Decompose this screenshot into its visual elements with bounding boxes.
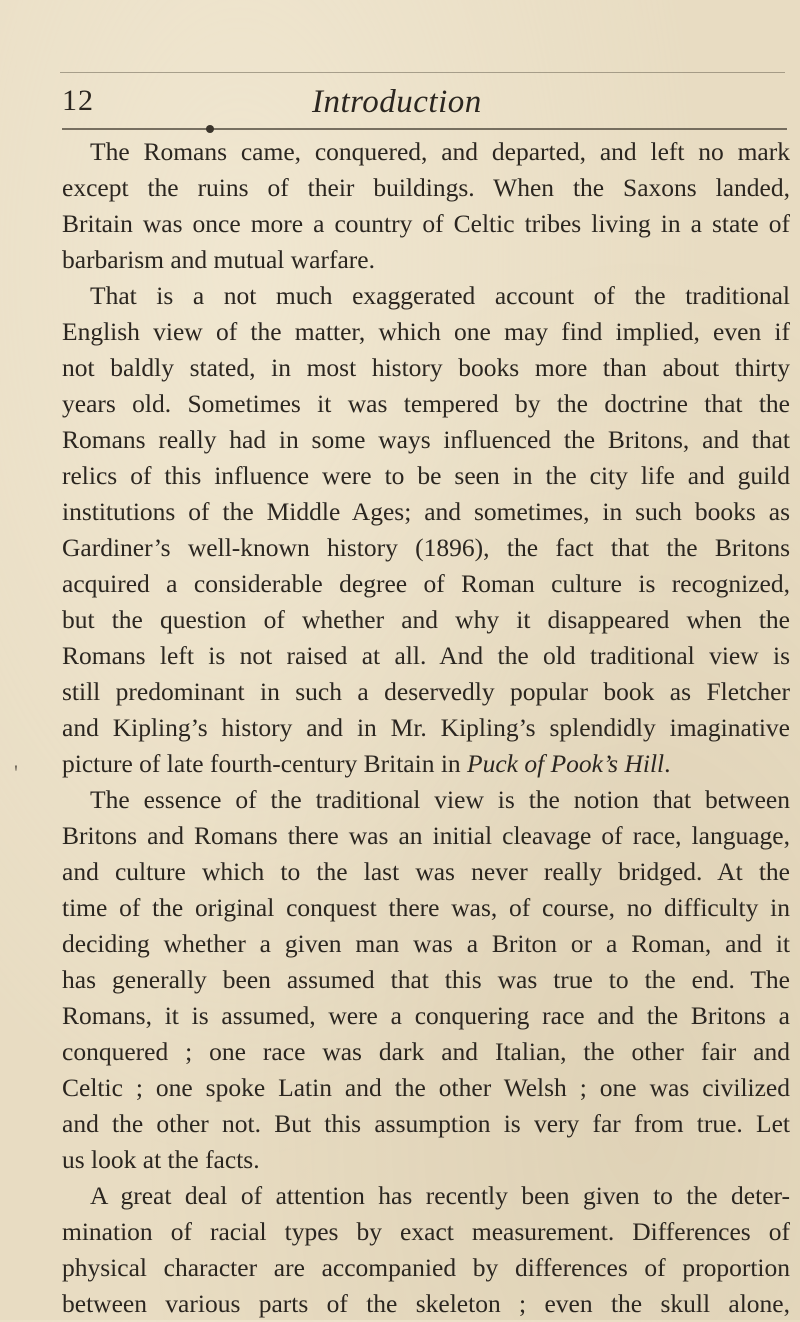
text-line: A great deal of attention has recently been given to the deter- — [90, 1181, 790, 1210]
text-line: between various parts of the skeleton ; even the skull alone, — [62, 1289, 790, 1318]
text-line: and culture which to the last was never really bridged. At the — [62, 857, 790, 886]
text-line: except the ruins of their buildings. When the Saxons landed, — [62, 173, 790, 202]
header-rule — [62, 128, 787, 130]
text-line: and the other not. But this assumption is very far from true. Let — [62, 1109, 790, 1138]
text-line: That is a not much exaggerated account of the traditional — [90, 281, 790, 310]
text-line: mination of racial types by exact measurement. Differences of — [62, 1217, 790, 1246]
text-line: English view of the matter, which one may find implied, even if — [62, 317, 790, 346]
text-line: years old. Sometimes it was tempered by the doctrine that the — [62, 389, 790, 418]
text-line: institutions of the Middle Ages; and sometimes, in such books as — [62, 497, 790, 526]
text-line: and Kipling’s history and in Mr. Kipling’s splendidly imaginative — [62, 713, 790, 742]
text-line-with-title — [62, 746, 790, 782]
text-line: not baldly stated, in most history books more than about thirty — [62, 353, 790, 382]
body-text — [62, 134, 790, 1322]
text-line: conquered ; one race was dark and Italian, the other fair and — [62, 1037, 790, 1066]
text-line: Romans really had in some ways influenced the Britons, and that — [62, 425, 790, 454]
book-title: Puck of Pook’s Hill — [467, 749, 665, 778]
running-title: Introduction — [312, 84, 482, 120]
text-segment: picture of late fourth-century Britain in — [62, 749, 468, 778]
text-line: Celtic ; one spoke Latin and the other Welsh ; one was civilized — [62, 1073, 790, 1102]
text-line: Britons and Romans there was an initial cleavage of race, language, — [62, 821, 790, 850]
running-head — [62, 84, 760, 124]
text-line: relics of this influence were to be seen in the city life and guild — [62, 461, 790, 490]
text-line: Romans, it is assumed, were a conquering race and the Britons a — [62, 1001, 790, 1030]
text-line: still predominant in such a deservedly popular book as Fletcher — [62, 677, 790, 706]
text-line: us look at the facts. — [62, 1145, 260, 1174]
text-line: Romans left is not raised at all. And the old traditional view is — [62, 641, 790, 670]
text-line: time of the original conquest there was, of course, no difficulty in — [62, 893, 790, 922]
text-line: physical character are accompanied by differences of proportion — [62, 1253, 790, 1282]
text-line: barbarism and mutual warfare. — [62, 245, 375, 274]
text-line: Britain was once more a country of Celtic tribes living in a state of — [62, 209, 790, 238]
text-line: deciding whether a given man was a Briton or a Roman, and it — [62, 929, 790, 958]
text-line: Gardiner’s well-known history (1896), the fact that the Britons — [62, 533, 790, 562]
text-line: The Romans came, conquered, and departed, and left no mark — [90, 137, 790, 166]
text-line: has generally been assumed that this was true to the end. The — [62, 965, 790, 994]
page-number: 12 — [62, 84, 94, 117]
text-line: acquired a considerable degree of Roman culture is recognized, — [62, 569, 790, 598]
header-rule-ornament — [206, 125, 214, 133]
margin-mark: ' — [14, 760, 18, 785]
text-segment: . — [664, 749, 671, 778]
text-line: The essence of the traditional view is the notion that between — [90, 785, 790, 814]
top-edge-rule — [60, 72, 785, 73]
text-line: but the question of whether and why it disappeared when the — [62, 605, 790, 634]
